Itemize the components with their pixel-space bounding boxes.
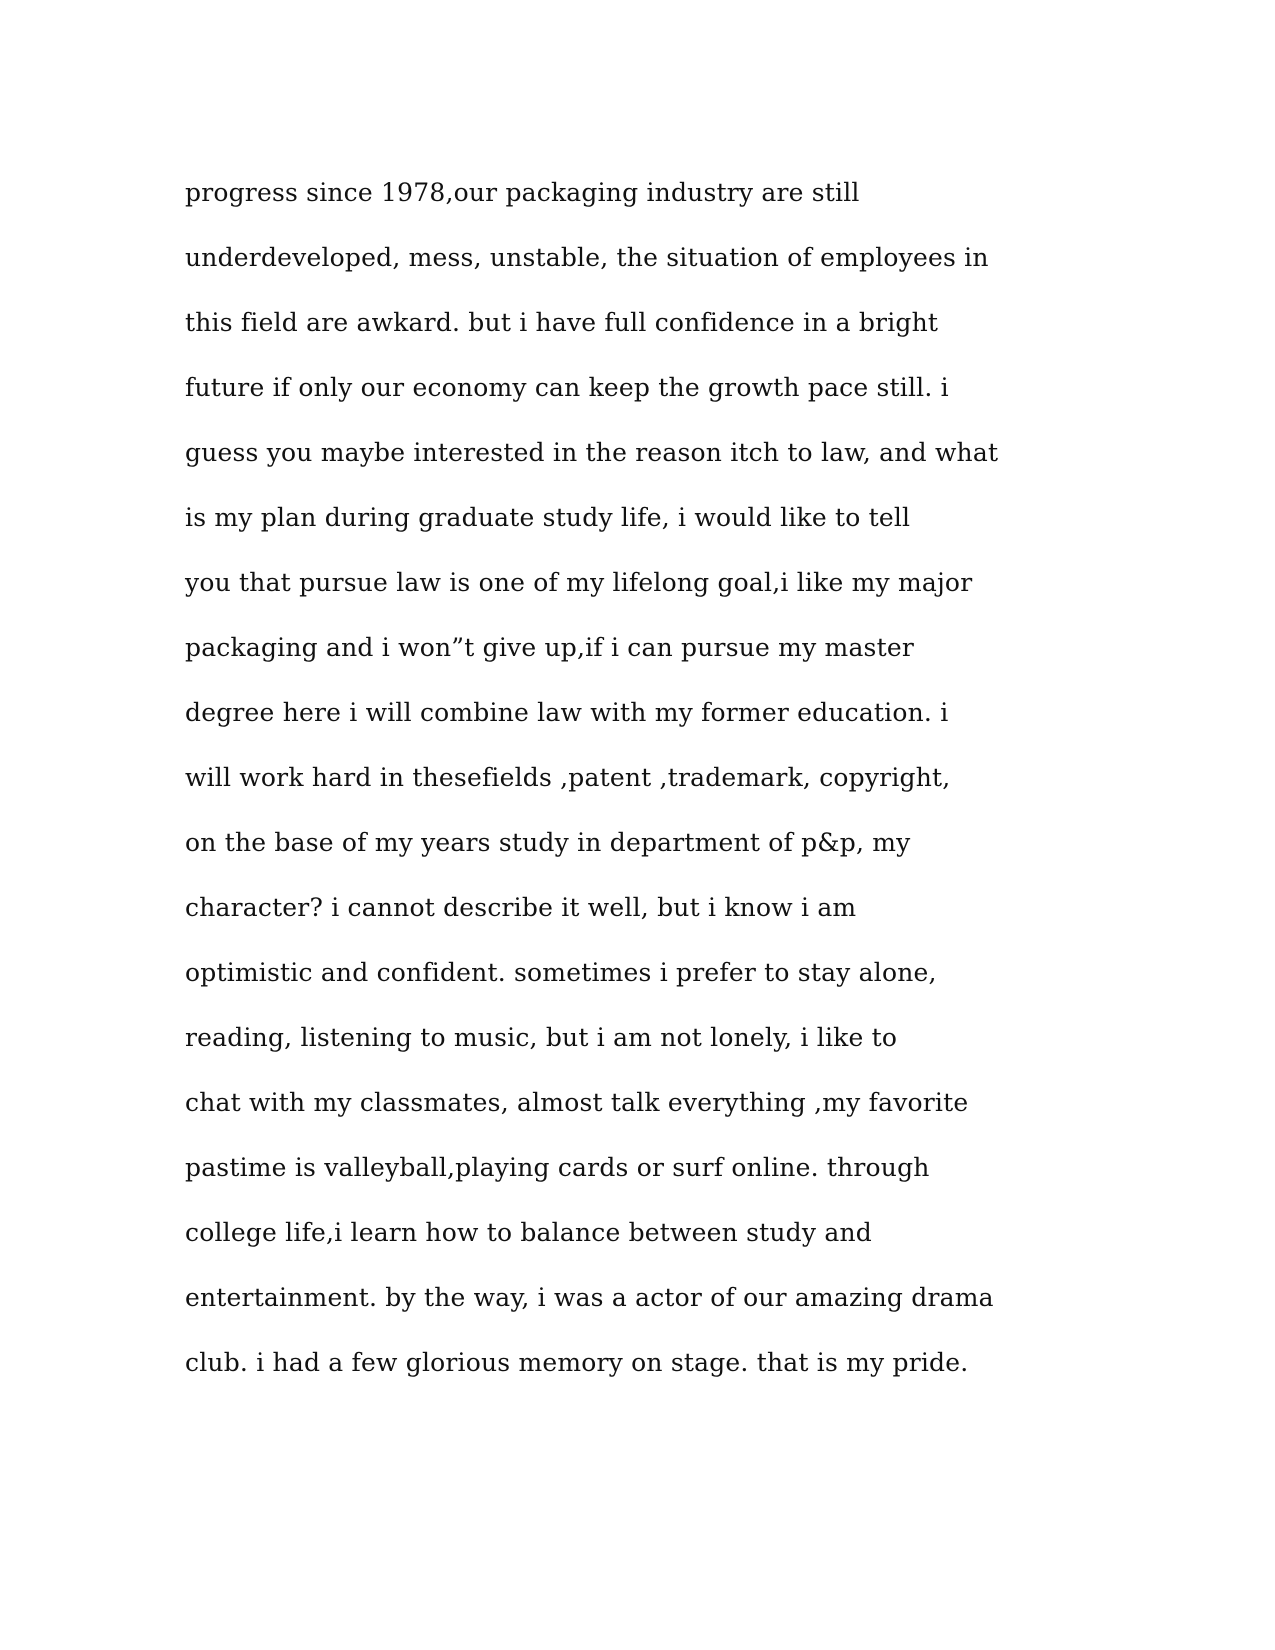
text-line: optimistic and confident. sometimes i prefer to stay alone, xyxy=(185,958,937,987)
text-line: this field are awkard. but i have full confidence in a bright xyxy=(185,308,939,337)
text-line: guess you maybe interested in the reason itch to law, and what xyxy=(185,438,999,467)
text-line: degree here i will combine law with my former education. i xyxy=(185,698,949,727)
text-line: club. i had a few glorious memory on stage. that is my pride. xyxy=(185,1348,969,1377)
text-line: future if only our economy can keep the growth pace still. i xyxy=(185,373,949,402)
text-line: reading, listening to music, but i am not lonely, i like to xyxy=(185,1023,898,1052)
text-line: character? i cannot describe it well, but i know i am xyxy=(185,893,857,922)
text-line: progress since 1978,our packaging industry are still xyxy=(185,178,860,207)
text-line: college life,i learn how to balance between study and xyxy=(185,1218,872,1247)
text-line: pastime is valleyball,playing cards or surf online. through xyxy=(185,1153,930,1182)
text-line: chat with my classmates, almost talk everything ,my favorite xyxy=(185,1088,969,1117)
text-line: packaging and i won”t give up,if i can pursue my master xyxy=(185,633,914,662)
text-line: underdeveloped, mess, unstable, the situation of employees in xyxy=(185,243,989,272)
text-line: you that pursue law is one of my lifelong goal,i like my major xyxy=(185,568,973,597)
text-line: is my plan during graduate study life, i would like to tell xyxy=(185,503,911,532)
text-line: entertainment. by the way, i was a actor of our amazing drama xyxy=(185,1283,994,1312)
text-line: on the base of my years study in department of p&p, my xyxy=(185,828,911,857)
text-line: will work hard in thesefields ,patent ,trademark, copyright, xyxy=(185,763,951,792)
body-text xyxy=(185,160,1105,1395)
